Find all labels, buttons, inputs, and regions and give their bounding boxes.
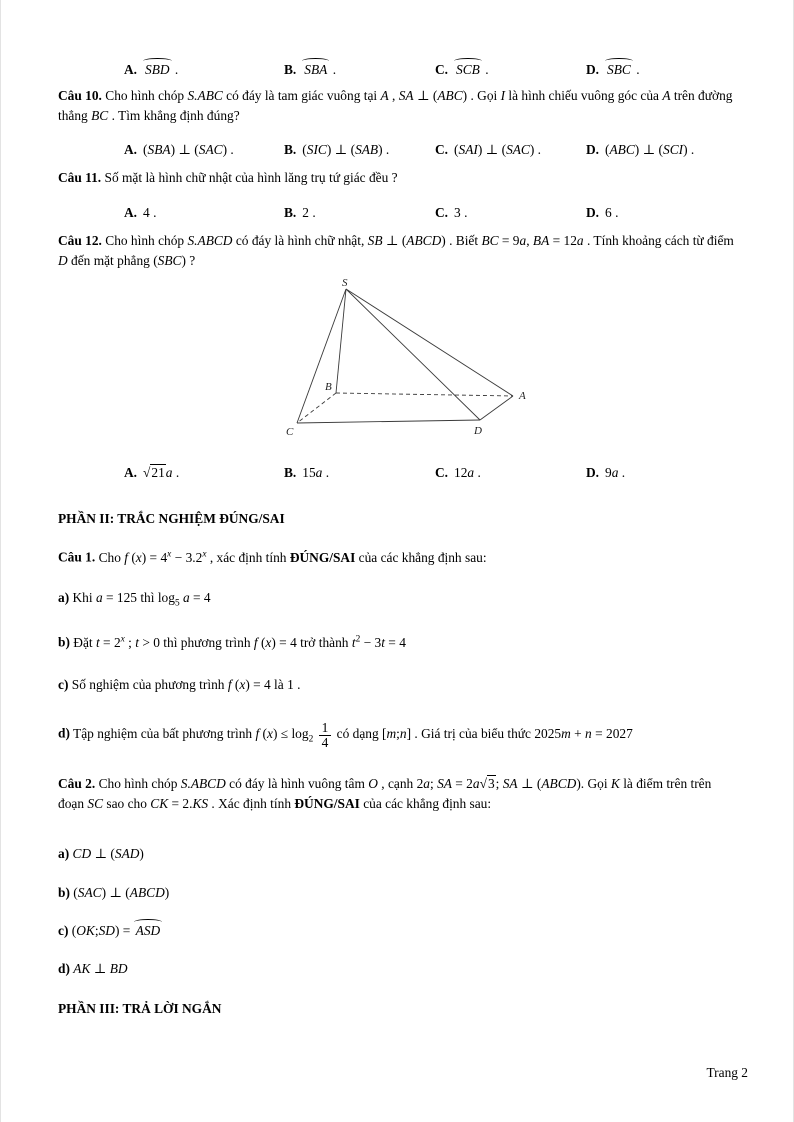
statement-text: (SAC) ⊥ (ABCD) bbox=[73, 884, 170, 900]
option-label: C. bbox=[435, 142, 449, 158]
option-value: SBA . bbox=[302, 62, 336, 77]
question-text: Cho f $(x) = 4^x - 3.2^x$ , xác định tính ĐÚNG/SAI của các khẳng định sau: bbox=[98, 549, 487, 565]
option-label: A. bbox=[124, 204, 138, 220]
option-d bbox=[586, 463, 739, 483]
statement-b bbox=[58, 632, 739, 653]
option-a bbox=[124, 60, 284, 80]
option-value: 9a . bbox=[605, 464, 626, 480]
statement-text: AK ⊥ BD bbox=[73, 960, 128, 976]
option-label: A. bbox=[124, 464, 138, 480]
option-value: √21a . bbox=[143, 464, 180, 480]
edge-sb bbox=[336, 289, 346, 393]
option-value: 15a . bbox=[302, 464, 330, 480]
option-label: C. bbox=[435, 204, 449, 220]
option-c bbox=[435, 203, 586, 223]
question-text: Cho hình chóp S.ABCD có đáy là hình vuông tâm O , cạnh 2a; SA = 2a√3; SA ⊥ (ABCD). Gọi K là điểm trên trên đoạn SC sao cho CK = 2.KS . Xác định tính ĐÚNG/SAI của các khẳng định sau: bbox=[58, 776, 712, 812]
statement-label: a) bbox=[58, 589, 70, 605]
part2-question-2 bbox=[58, 774, 739, 814]
statement-d bbox=[58, 959, 739, 979]
figure-edges bbox=[297, 289, 513, 423]
answer-options-row-q12 bbox=[58, 463, 739, 483]
statement-c bbox=[58, 921, 739, 941]
question-number: Câu 2. bbox=[58, 776, 96, 792]
statement-d bbox=[58, 721, 739, 750]
page-content bbox=[58, 60, 739, 1019]
option-value: (SAI) ⊥ (SAC) . bbox=[454, 142, 542, 158]
figure-pyramid bbox=[281, 277, 739, 449]
option-value: 12a . bbox=[454, 464, 481, 480]
question-number: Câu 10. bbox=[58, 88, 102, 104]
vertex-label-b: B bbox=[325, 380, 332, 393]
option-c bbox=[435, 140, 586, 160]
statement-text: Khi a = 125 thì $\log_5 a = 4$ bbox=[72, 589, 211, 609]
option-label: D. bbox=[586, 62, 600, 77]
option-b bbox=[284, 463, 435, 483]
vertex-label-d: D bbox=[474, 424, 482, 437]
option-label: C. bbox=[435, 62, 449, 77]
statement-text: Số nghiệm của phương trình f (x) = 4 là 1 . bbox=[71, 676, 301, 692]
statement-c bbox=[58, 675, 739, 695]
question-text: Cho hình chóp S.ABC có đáy là tam giác vuông tại A , SA ⊥ (ABC) . Gọi I là hình chiếu vuông góc của A trên đường thẳng BC . Tìm khẳng định đúng? bbox=[58, 88, 733, 124]
statement-label: a) bbox=[58, 846, 70, 862]
option-value: (ABC) ⊥ (SCI) . bbox=[605, 142, 695, 158]
statement-label: b) bbox=[58, 634, 70, 650]
option-c bbox=[435, 60, 586, 80]
option-value: (SIC) ⊥ (SAB) . bbox=[302, 142, 390, 158]
option-b bbox=[284, 60, 435, 80]
option-b bbox=[284, 140, 435, 160]
question-text: Số mặt là hình chữ nhật của hình lăng trụ tứ giác đều ? bbox=[104, 170, 398, 186]
question-10 bbox=[58, 86, 739, 126]
edge-cd bbox=[297, 420, 480, 423]
option-label: A. bbox=[124, 142, 138, 158]
statement-text: Tập nghiệm của bất phương trình f $(x) \le \log_2$ $\frac{1}{4}$ có dạng [m;n] . Giá trị của biểu thức 2025m + n = 2027 bbox=[73, 720, 633, 751]
option-value: SBC . bbox=[605, 62, 640, 77]
option-a bbox=[124, 140, 284, 160]
answer-options-row-q10 bbox=[58, 140, 739, 160]
vertex-label-a: A bbox=[519, 389, 526, 402]
statement-text: (OK;SD) = ASD bbox=[72, 923, 162, 938]
option-label: C. bbox=[435, 464, 449, 480]
edge-da bbox=[480, 396, 513, 420]
option-value: SBD . bbox=[143, 62, 178, 77]
statement-text: CD ⊥ (SAD) bbox=[72, 846, 144, 862]
option-label: B. bbox=[284, 204, 297, 220]
answer-options-row-q11 bbox=[58, 203, 739, 223]
option-label: D. bbox=[586, 204, 600, 220]
question-11 bbox=[58, 168, 739, 188]
part2-question-1 bbox=[58, 547, 739, 568]
part2-heading: PHẦN II: TRẮC NGHIỆM ĐÚNG/SAI bbox=[58, 510, 285, 526]
option-label: D. bbox=[586, 464, 600, 480]
option-label: B. bbox=[284, 464, 297, 480]
answer-options-row-q9 bbox=[58, 60, 739, 80]
option-value: 6 . bbox=[605, 204, 619, 220]
option-value: (SBA) ⊥ (SAC) . bbox=[143, 142, 234, 158]
edge-sa bbox=[346, 289, 513, 396]
figure-labels bbox=[286, 277, 526, 438]
vertex-label-c: C bbox=[286, 425, 294, 438]
option-b bbox=[284, 203, 435, 223]
statement-a bbox=[58, 588, 739, 611]
option-label: B. bbox=[284, 142, 297, 158]
option-a bbox=[124, 463, 284, 483]
option-label: D. bbox=[586, 142, 600, 158]
option-a bbox=[124, 203, 284, 223]
statement-a bbox=[58, 844, 739, 864]
pyramid-figure-svg bbox=[281, 277, 581, 449]
option-d bbox=[586, 140, 739, 160]
statement-label: c) bbox=[58, 922, 69, 938]
option-value: 2 . bbox=[302, 204, 316, 220]
option-label: A. bbox=[124, 62, 138, 77]
option-value: 4 . bbox=[143, 204, 157, 220]
edge-sc bbox=[297, 289, 346, 423]
question-number: Câu 11. bbox=[58, 170, 102, 186]
option-d bbox=[586, 203, 739, 223]
statement-label: c) bbox=[58, 676, 69, 692]
statement-label: d) bbox=[58, 725, 70, 741]
page-number: Trang 2 bbox=[706, 1065, 748, 1080]
statement-b bbox=[58, 883, 739, 903]
edge-sd bbox=[346, 289, 480, 420]
edge-ba-hidden bbox=[336, 393, 513, 396]
statement-text: Đặt $t = 2^x$ ; t > 0 thì phương trình f (x) = 4 trở thành $t^2 - 3t = 4$ bbox=[73, 634, 406, 650]
question-text: Cho hình chóp S.ABCD có đáy là hình chữ nhật, SB ⊥ (ABCD) . Biết BC = 9a, BA = 12a . Tính khoảng cách từ điểm D đến mặt phẳng (SBC) ? bbox=[58, 232, 734, 268]
question-12 bbox=[58, 231, 739, 271]
option-c bbox=[435, 463, 586, 483]
part3-heading: PHẦN III: TRẢ LỜI NGẮN bbox=[58, 1000, 222, 1016]
option-label: B. bbox=[284, 62, 297, 77]
vertex-label-s: S bbox=[342, 276, 348, 289]
statement-label: d) bbox=[58, 960, 70, 976]
option-d bbox=[586, 60, 739, 80]
option-value: SCB . bbox=[454, 62, 489, 77]
question-number: Câu 1. bbox=[58, 549, 96, 565]
question-number: Câu 12. bbox=[58, 232, 102, 248]
statement-label: b) bbox=[58, 884, 70, 900]
option-value: 3 . bbox=[454, 204, 468, 220]
